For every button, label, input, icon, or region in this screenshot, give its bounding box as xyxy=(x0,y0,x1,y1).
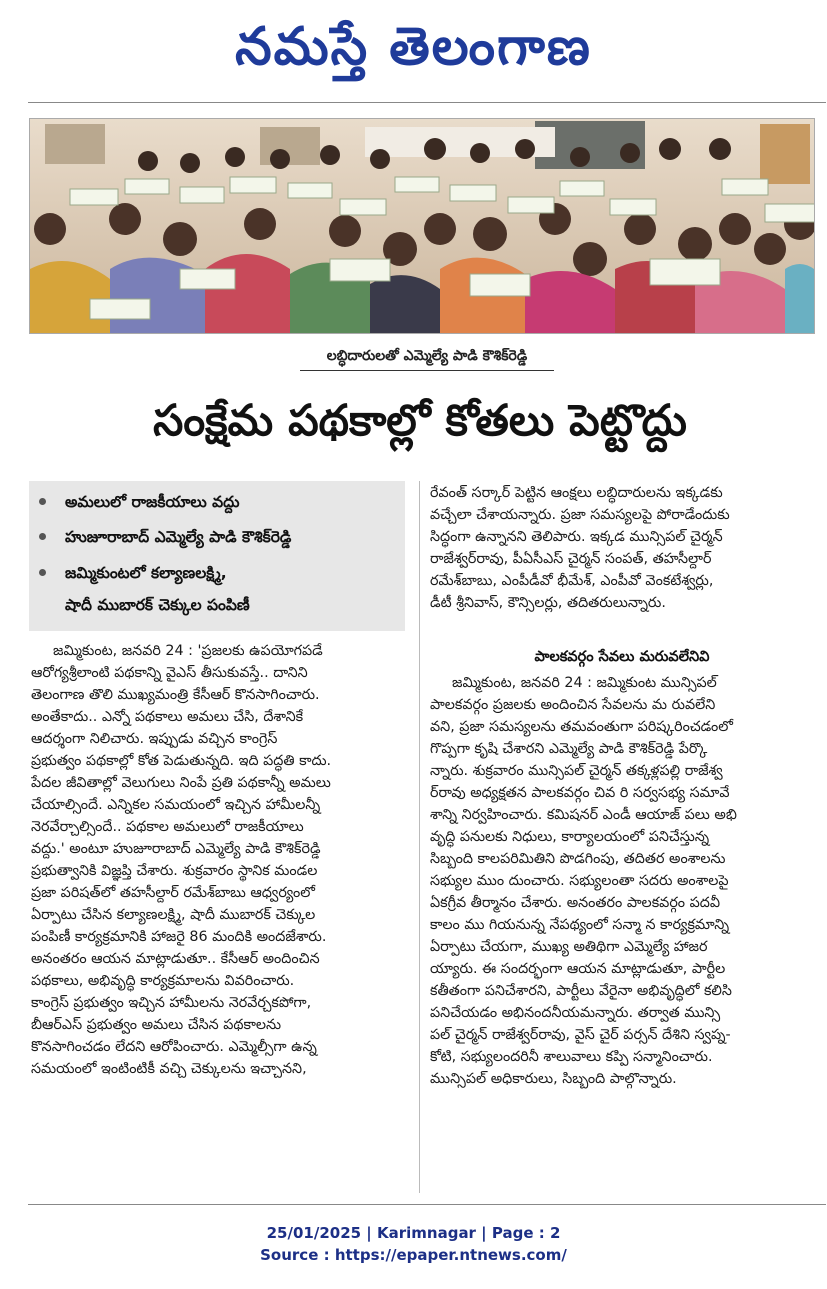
body-line: కతీతంగా పనిచేశారని, పార్టీలు వేరైనా అభివృద్ధిలో కలిసి xyxy=(430,983,732,999)
highlight-item: జమ్మికుంటలో కల్యాణలక్ష్మి, xyxy=(65,564,227,582)
bullet-icon xyxy=(39,533,46,540)
body-line: ప్రభుత్వానికి విజ్ఞప్తి చేశారు. శుక్రవారం స్థానిక మండల xyxy=(31,863,318,879)
photo-illustration xyxy=(30,119,814,333)
highlights-box xyxy=(29,481,405,631)
body-line: వచ్చేలా చేశాయన్నారు. ప్రజా సమస్యలపై పోరాడేందుకు xyxy=(430,507,730,523)
body-line: శాన్ని నిర్వహించారు. కమిషనర్ ఎండీ ఆయాజ్ పలు అభి xyxy=(430,807,737,823)
body-line: ప్రజా పరిషత్‌లో తహసీల్దార్ రమేశ్‌బాబు ఆధ్వర్యంలో xyxy=(31,885,315,901)
body-line: వృద్ధి పనులకు నిధులు, కార్యాలయంలో పనిచేస్తున్న xyxy=(430,829,710,845)
right-column-bottom xyxy=(430,672,814,1090)
body-line: పాలకవర్గం ప్రజలకు అందించిన సేవలను మ రువలేని xyxy=(430,697,716,713)
headline: సంక్షేమ పథకాల్లో కోతలు పెట్టొద్దు xyxy=(153,396,687,446)
body-line: వని, ప్రజా సమస్యలను తమవంతుగా పరిష్కరించడంలో xyxy=(430,719,734,735)
body-line: తెలంగాణ తొలి ముఖ్యమంత్రి కేసీఆర్ కొనసాగించారు. xyxy=(31,687,320,703)
body-line: జమ్మికుంట, జనవరి 24 : జమ్మికుంట మున్సిపల్ xyxy=(452,675,717,691)
highlight-item: అమలులో రాజకీయాలు వద్దు xyxy=(65,493,240,511)
body-line: పల్ చైర్మన్ రాజేశ్వర్‌రావు, వైస్ చైర్ పర్సన్ దేశిని స్వప్న- xyxy=(430,1027,731,1043)
body-line: నెరవేర్చాల్సిందే.. పథకాల అమలులో రాజకీయాలు xyxy=(31,819,304,835)
news-photo xyxy=(29,118,815,334)
photo-caption: లబ్ధిదారులతో ఎమ్మెల్యే పాడి కౌశిక్‌రెడ్డి xyxy=(326,348,528,364)
body-line: మున్సిపల్ అధికారులు, సిబ్బంది పాల్గొన్నారు. xyxy=(430,1071,677,1087)
body-line: అనంతరం ఆయన మాట్లాడుతూ.. కేసీఆర్ అందించిన xyxy=(31,951,320,967)
body-line: రాజేశ్వర్‌రావు, పీఏసీఎస్ చైర్మన్ సంపత్, తహసీల్దార్ xyxy=(430,551,712,567)
body-line: అంతేకాదు.. ఎన్నో పథకాలు అమలు చేసి, దేశానికే xyxy=(31,709,304,725)
body-line: ప్రభుత్వం పథకాల్లో కోత పెడుతున్నది. ఇది పద్ధతి కాదు. xyxy=(31,753,332,769)
body-line: ఏర్పాటు చేయగా, ముఖ్య అతిథిగా ఎమ్మెల్యే హాజర xyxy=(430,939,708,955)
body-line: గొప్పగా కృషి చేశారని ఎమ్మెల్యే పాడి కౌశిక్‌రెడ్డి పేర్కొ xyxy=(430,741,708,757)
body-line: ర్‌రావు అధ్యక్షతన పాలకవర్గం చివ రి సర్వసభ్య సమావే xyxy=(430,785,730,801)
footer-divider xyxy=(28,1204,826,1205)
bullet-icon xyxy=(39,498,46,505)
highlight-item: హుజూరాబాద్ ఎమ్మెల్యే పాడి కౌశిక్‌రెడ్డి xyxy=(65,528,292,546)
body-line: డీటీ శ్రీనివాస్, కౌన్సిలర్లు, తదితరులున్నారు. xyxy=(430,595,666,611)
body-line: కొనసాగించడం లేదని ఆరోపించారు. ఎమ్మెల్సీగా ఉన్న xyxy=(31,1039,317,1055)
highlight-item: షాదీ ముబారక్ చెక్కుల పంపిణీ xyxy=(65,596,250,614)
body-line: ఆదర్శంగా నిలిచారు. ఇప్పుడు వచ్చిన కాంగ్రెస్ xyxy=(31,731,278,747)
body-line: పంపిణీ కార్యక్రమానికి హాజరై 86 మందికి అందజేశారు. xyxy=(31,929,327,945)
right-column-top xyxy=(430,482,814,614)
footer xyxy=(0,1222,827,1266)
left-column xyxy=(31,640,409,1080)
body-line: సభ్యుల ముం దుంచారు. సభ్యులంతా సదరు అంశాలపై xyxy=(430,873,729,889)
sub-headline: పాలకవర్గం సేవలు మరువలేనివి xyxy=(534,649,710,665)
body-line: సిద్ధంగా ఉన్నానని తెలిపారు. ఇక్కడ మున్సిపల్ చైర్మన్ xyxy=(430,529,723,545)
masthead-divider xyxy=(28,102,826,103)
body-line: న్నారు. శుక్రవారం మున్సిపల్ చైర్మన్ తక్కళ్లపల్లి రాజేశ్వ xyxy=(430,763,723,779)
caption-underline xyxy=(300,370,554,371)
body-line: బీఆర్‌ఎస్ ప్రభుత్వం అమలు చేసిన పథకాలను xyxy=(31,1017,282,1033)
body-line: జమ్మికుంట, జనవరి 24 : 'ప్రజలకు ఉపయోగపడే xyxy=(53,643,323,659)
masthead xyxy=(0,0,827,96)
body-line: య్యారు. ఈ సందర్భంగా ఆయన మాట్లాడుతూ, పార్టీల xyxy=(430,961,726,977)
body-line: చేయాల్సిందే. ఎన్నికల సమయంలో ఇచ్చిన హామీలన్నీ xyxy=(31,797,321,813)
body-line: రమేశ్‌బాబు, ఎంపీడీవో భీమేశ్, ఎంపీవో వెంకటేశ్వర్లు, xyxy=(430,573,714,589)
body-line: ఏర్పాటు చేసిన కల్యాణలక్ష్మి, షాదీ ముబారక్ చెక్కుల xyxy=(31,907,316,923)
newspaper-logo: నమస్తే తెలంగాణ xyxy=(235,17,592,77)
body-line: కోటి, సభ్యులందరినీ శాలువాలు కప్పి సన్మానించారు. xyxy=(430,1049,713,1065)
body-line: కాంగ్రెస్ ప్రభుత్వం ఇచ్చిన హామీలను నెరవేర్చకపోగా, xyxy=(31,995,312,1011)
edition-info: 25/01/2025 | Karimnagar | Page : 2 xyxy=(266,1224,561,1242)
body-line: రేవంత్ సర్కార్ పెట్టిన ఆంక్షలు లబ్ధిదారులను ఇక్కడకు xyxy=(430,485,723,501)
body-line: వద్దు.' అంటూ హుజూరాబాద్ ఎమ్మెల్యే పాడి కౌశిక్‌రెడ్డి xyxy=(31,841,321,857)
body-line: కాలం ము గియనున్న నేపథ్యంలో సన్మా న కార్యక్రమాన్ని xyxy=(430,917,730,933)
body-line: పనిచేయడం అభినందనీయమన్నారు. తర్వాత మున్సి xyxy=(430,1005,721,1021)
bullet-icon xyxy=(39,569,46,576)
body-line: పథకాలు, అభివృద్ధి కార్యక్రమాలను వివరించారు. xyxy=(31,973,295,989)
column-divider xyxy=(419,481,420,1193)
body-line: పేదల జీవితాల్లో వెలుగులు నింపే ప్రతి పథకాన్నీ అమలు xyxy=(31,775,331,791)
body-line: ఏకగ్రీవ తీర్మానం చేశారు. అనంతరం పాలకవర్గం పదవీ xyxy=(430,895,721,911)
body-line: సిబ్బంది కాలపరిమితిని పొడగింపు, తదితర అంశాలను xyxy=(430,851,726,867)
source-link[interactable]: Source : https://epaper.ntnews.com/ xyxy=(260,1246,567,1264)
body-line: సమయంలో ఇంటింటికీ వచ్చి చెక్కులను ఇచ్చానని, xyxy=(31,1061,307,1077)
body-line: ఆరోగ్యశ్రీలాంటి పథకాన్ని వైఎస్ తీసుకువస్తే.. దానిని xyxy=(31,665,308,681)
